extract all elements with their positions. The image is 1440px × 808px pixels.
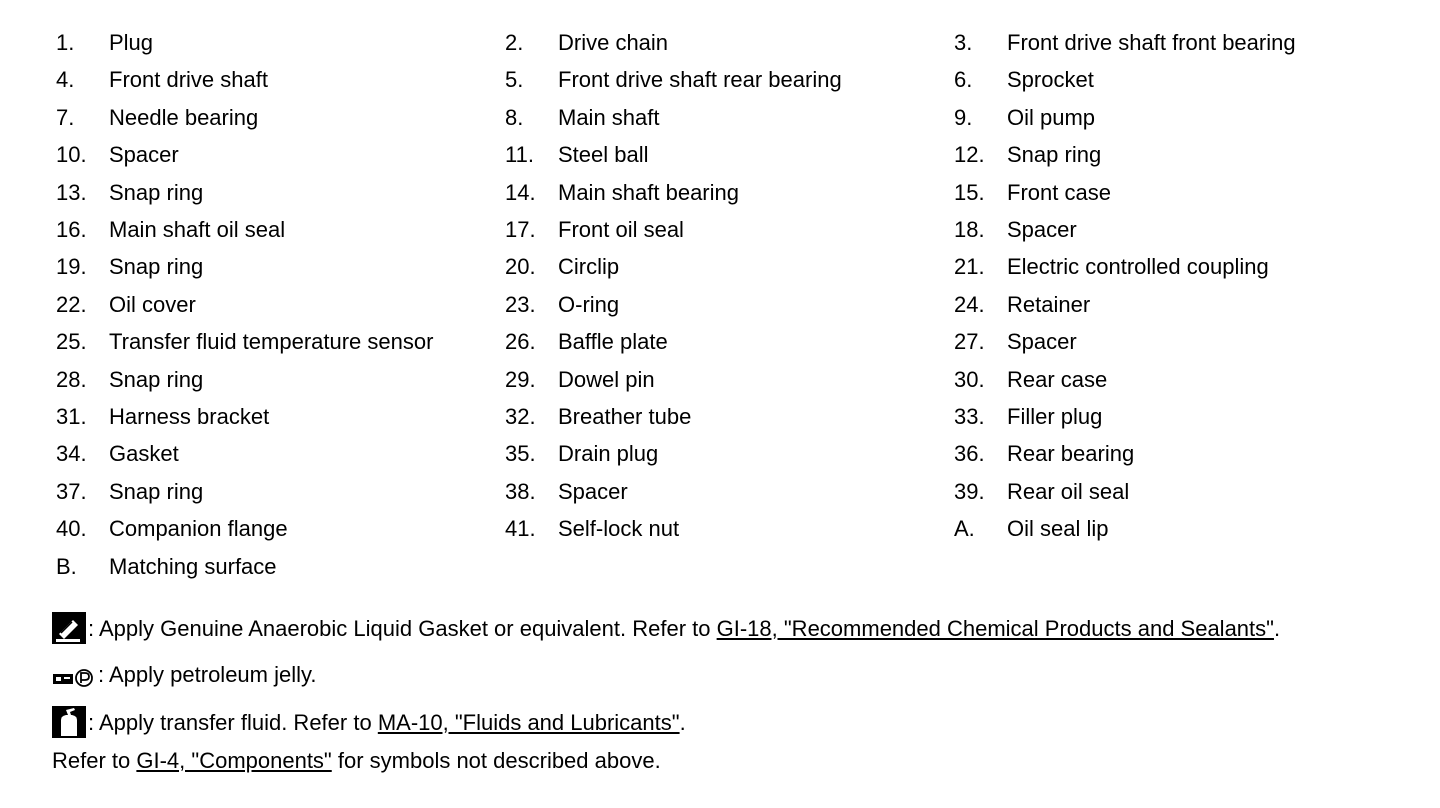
part-name: Rear oil seal [1007,478,1130,504]
note-transfer-fluid-text: : Apply transfer fluid. Refer to [88,710,378,735]
note-petroleum-jelly-text: : Apply petroleum jelly. [98,662,317,687]
part-name: Gasket [109,441,179,467]
part-name: Baffle plate [558,329,668,355]
note-symbols-reference [52,746,661,776]
part-name: Snap ring [109,366,204,392]
part-number: 8. [505,104,524,130]
note-liquid-gasket-text: : Apply Genuine Anaerobic Liquid Gasket or equivalent. Refer to [88,616,717,641]
part-number: 30. [954,366,985,392]
part-number: 37. [56,478,87,504]
part-name: Spacer [1007,329,1077,355]
part-name: Main shaft [558,104,660,130]
part-number: 35. [505,441,536,467]
part-number: 11. [505,142,534,168]
part-number: 12. [954,142,985,168]
part-name: Retainer [1007,291,1091,317]
part-name: Transfer fluid temperature sensor [109,329,434,355]
part-number: 16. [56,217,87,242]
part-name: Oil pump [1007,104,1096,130]
part-number: 40. [56,516,87,542]
part-name: Front oil seal [558,217,684,242]
part-number: 9. [954,104,973,130]
part-name: Sprocket [1007,67,1094,93]
part-name: Companion flange [109,516,288,542]
part-name: Snap ring [1007,142,1102,168]
part-number: 26. [505,329,536,355]
part-number: 41. [505,516,536,542]
link-gi-18[interactable]: GI-18, "Recommended Chemical Products and Sealants" [716,616,1274,641]
part-name: Needle bearing [109,104,259,130]
part-number: 31. [56,404,87,429]
part-name: Spacer [1007,217,1077,242]
part-number: B. [56,553,77,579]
part-name: Front drive shaft rear bearing [558,67,842,93]
part-number: 33. [954,404,985,429]
part-name: Spacer [558,478,628,504]
part-name: Steel ball [558,142,649,168]
note-symbols-pre: Refer to [52,748,137,773]
part-name: Electric controlled coupling [1007,254,1269,280]
part-name: Drain plug [558,441,659,467]
part-name: Front drive shaft front bearing [1007,30,1296,55]
part-number: 20. [505,254,536,280]
note-transfer-fluid-end: . [679,710,686,735]
part-number: 36. [954,441,985,467]
part-number: 39. [954,478,985,504]
part-name: Breather tube [558,404,692,429]
part-name: Spacer [109,142,179,168]
part-name: Rear case [1007,366,1108,392]
part-name: Snap ring [109,478,204,504]
part-number: 38. [505,478,536,504]
part-number: 17. [505,217,536,242]
note-liquid-gasket-end: . [1273,616,1281,641]
part-number: 13. [56,179,87,205]
part-name: Main shaft bearing [558,179,739,205]
part-name: Plug [109,30,154,55]
part-name: Snap ring [109,254,204,280]
part-name: Circlip [558,254,620,280]
part-name: O-ring [558,291,620,317]
part-name: Self-lock nut [558,516,680,542]
part-name: Oil seal lip [1007,516,1109,542]
part-number: 6. [954,67,973,93]
part-number: 5. [505,67,524,93]
part-number: 14. [505,179,536,205]
part-number: 3. [954,30,973,55]
part-name: Filler plug [1007,404,1103,429]
part-name: Rear bearing [1007,441,1135,467]
part-number: 22. [56,291,87,317]
part-name: Main shaft oil seal [109,217,286,242]
note-liquid-gasket [52,612,1280,644]
part-number: 34. [56,441,87,467]
part-number: 29. [505,366,536,392]
link-gi-4[interactable]: GI-4, "Components" [136,748,332,773]
part-name: Dowel pin [558,366,655,392]
part-number: 4. [56,67,75,93]
part-name: Matching surface [109,553,277,579]
part-number: 15. [954,179,985,205]
part-number: A. [954,516,975,542]
part-number: 28. [56,366,87,392]
part-name: Drive chain [558,30,669,55]
part-number: 24. [954,291,985,317]
transfer-fluid-icon [52,706,86,738]
part-name: Oil cover [109,291,196,317]
part-number: 19. [56,254,87,280]
part-number: 32. [505,404,536,429]
part-number: 7. [56,104,75,130]
note-petroleum-jelly [52,660,316,690]
part-number: 18. [954,217,985,242]
part-name: Harness bracket [109,404,270,429]
part-name: Front case [1007,179,1111,205]
liquid-gasket-icon [52,612,86,644]
link-ma-10[interactable]: MA-10, "Fluids and Lubricants" [377,710,680,735]
part-number: 2. [505,30,524,55]
part-number: 21. [954,254,985,280]
note-symbols-post: for symbols not described above. [331,748,661,773]
part-number: 23. [505,291,536,317]
note-transfer-fluid [52,706,686,738]
part-number: 10. [56,142,87,168]
part-number: 1. [56,30,75,55]
petroleum-jelly-icon [52,668,96,690]
part-name: Snap ring [109,179,204,205]
part-number: 25. [56,329,87,355]
part-name: Front drive shaft [109,67,268,93]
part-number: 27. [954,329,985,355]
